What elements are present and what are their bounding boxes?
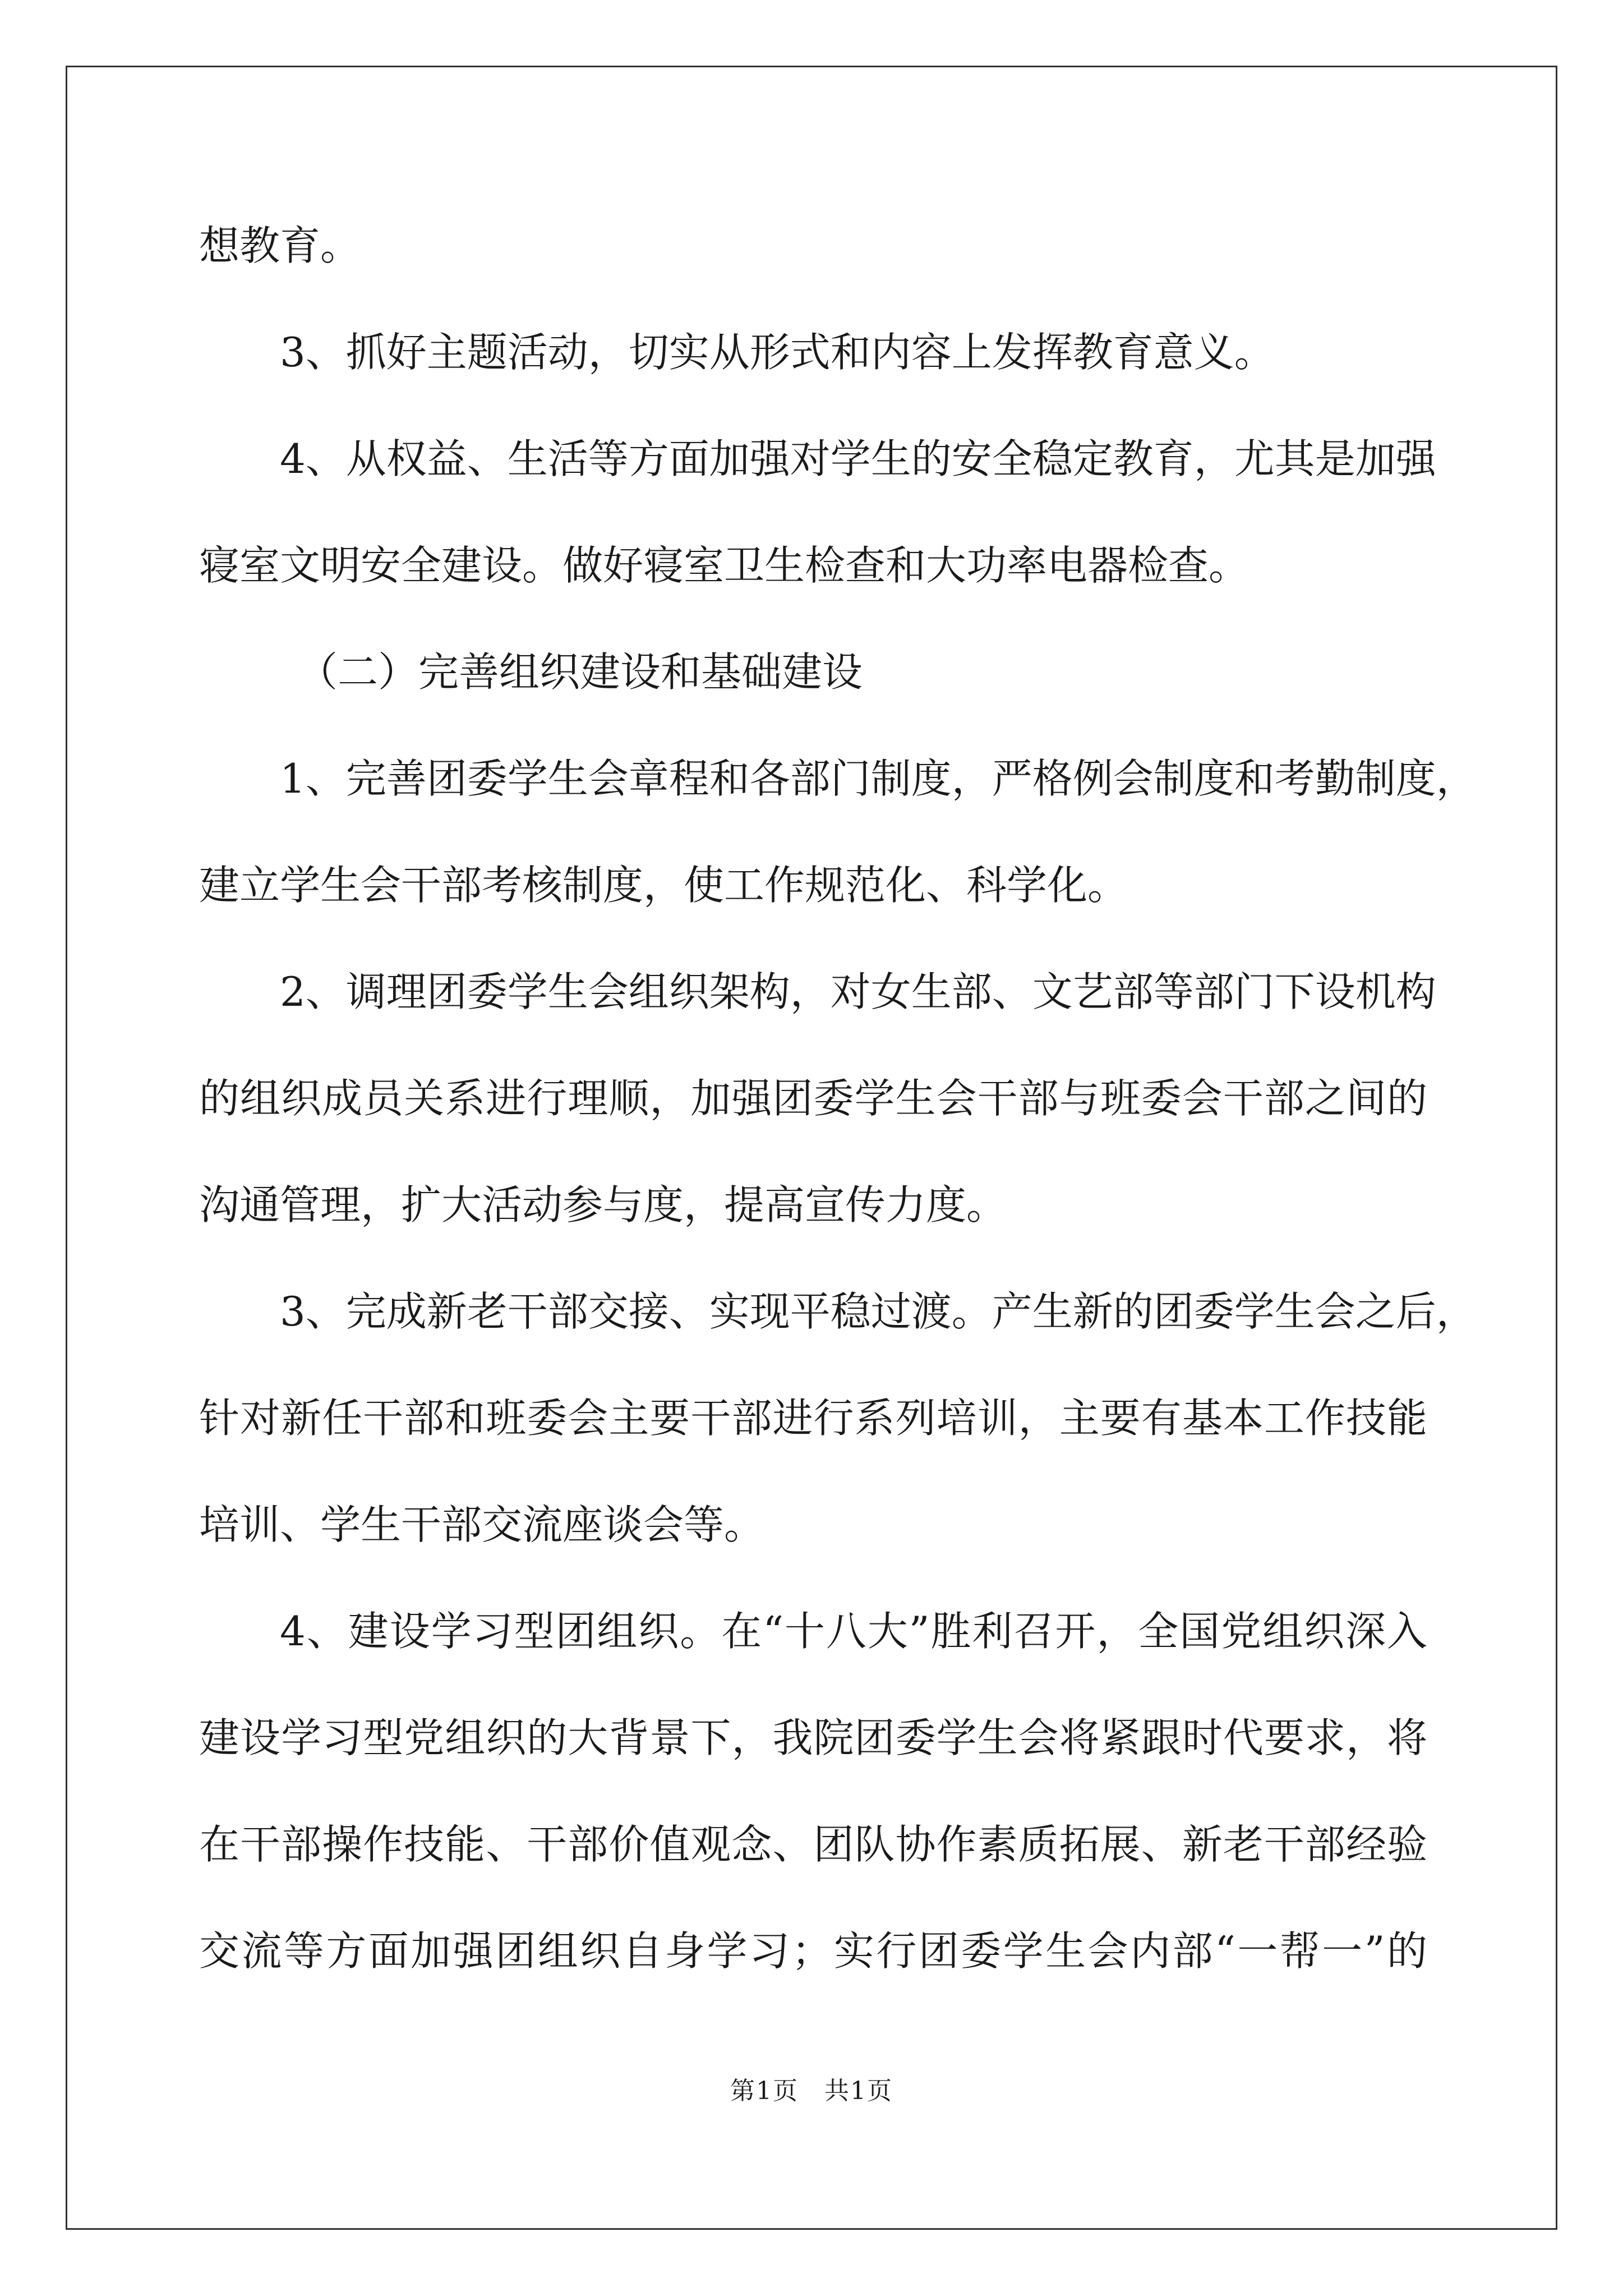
paragraph-line: 1、完善团委学生会章程和各部门制度，严格例会制度和考勤制度，	[280, 755, 1477, 802]
paragraph-line: 的组织成员关系进行理顺，加强团委学生会干部与班委会干部之间的	[199, 1075, 1427, 1122]
paragraph-line: 3、完成新老干部交接、实现平稳过渡。产生新的团委学生会之后，	[280, 1288, 1477, 1335]
paragraph-line: 交流等方面加强团组织自身学习；实行团委学生会内部“一帮一”的	[199, 1927, 1427, 1975]
paragraph-line: 在干部操作技能、干部价值观念、团队协作素质拓展、新老干部经验	[199, 1821, 1427, 1868]
paragraph-line: 培训、学生干部交流座谈会等。	[199, 1501, 765, 1548]
paragraph-line: 2、调理团委学生会组织架构，对女生部、文艺部等部门下设机构	[280, 968, 1436, 1015]
page-footer: 第1页 共1页	[730, 2077, 893, 2105]
paragraph-line: 3、抓好主题活动，切实从形式和内容上发挥教育意义。	[280, 329, 1275, 376]
paragraph-line: 4、建设学习型团组织。在“十八大”胜利召开，全国党组织深入	[280, 1608, 1427, 1655]
section-heading: （二）完善组织建设和基础建设	[297, 648, 863, 696]
page-border	[66, 66, 1557, 2230]
paragraph-line: 想教育。	[199, 222, 361, 269]
paragraph-line: 4、从权益、生活等方面加强对学生的安全稳定教育，尤其是加强	[280, 435, 1436, 482]
paragraph-line: 建设学习型党组织的大背景下，我院团委学生会将紧跟时代要求，将	[199, 1714, 1427, 1761]
paragraph-line: 沟通管理，扩大活动参与度，提高宣传力度。	[199, 1181, 1007, 1228]
paragraph-line: 寝室文明安全建设。做好寝室卫生检查和大功率电器检查。	[199, 542, 1249, 589]
paragraph-line: 建立学生会干部考核制度，使工作规范化、科学化。	[199, 862, 1128, 909]
paragraph-line: 针对新任干部和班委会主要干部进行系列培训，主要有基本工作技能	[199, 1395, 1427, 1442]
